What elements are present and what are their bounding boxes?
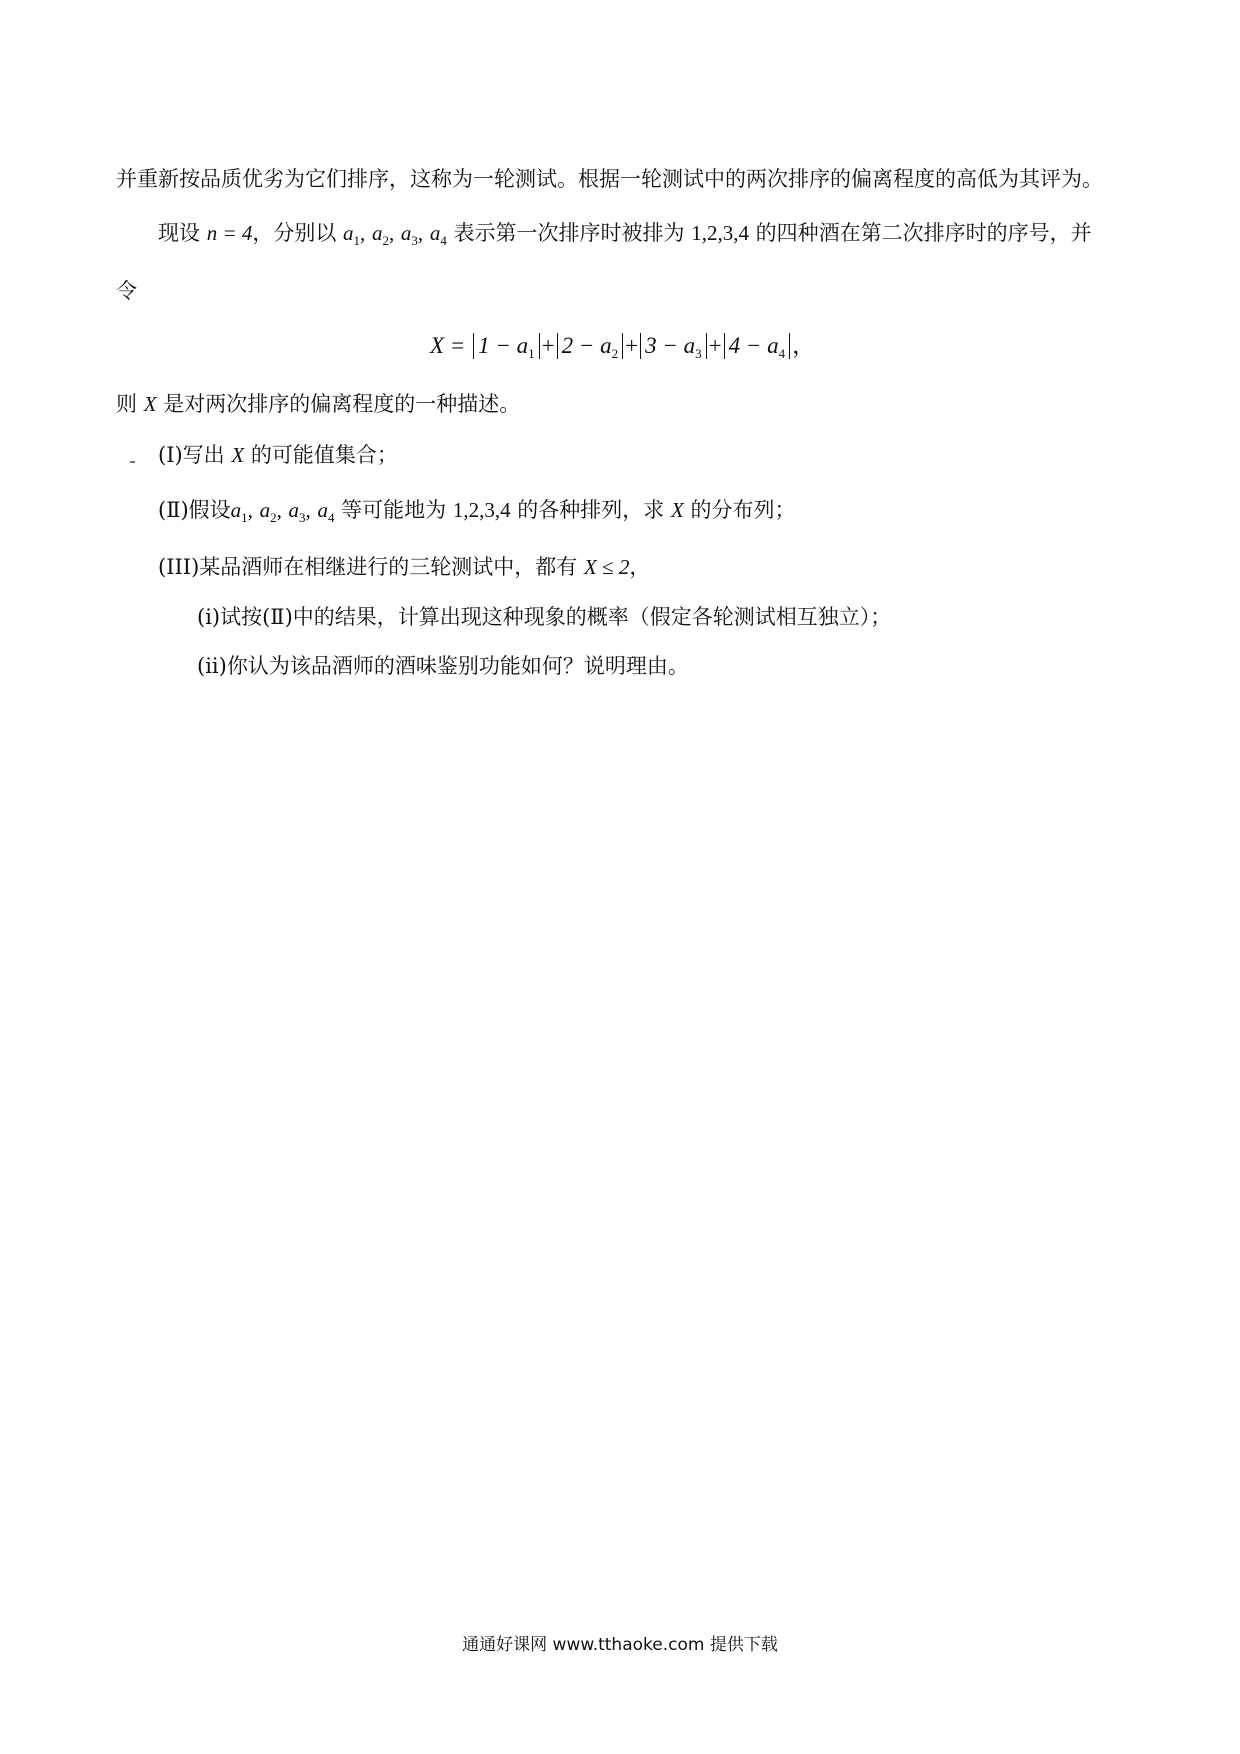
page-footer xyxy=(0,1633,1240,1657)
var-a3: $a_3$ xyxy=(288,498,306,525)
var-a4: $a_4$ xyxy=(429,221,447,248)
question-1: (Ⅰ)写出 X 的可能值集合； xyxy=(158,443,398,467)
n-equals: n = 4 xyxy=(206,221,253,245)
paragraph-intro xyxy=(116,165,1103,193)
question-3-part-i: (i)试按(Ⅱ)中的结果，计算出现这种现象的概率（假定各轮测试相互独立）； xyxy=(197,605,892,629)
paragraph-setup-continuation: 令 xyxy=(116,279,137,303)
abs-term-4: $4 - a_4$ xyxy=(724,333,791,359)
plus-sign: + xyxy=(541,333,555,358)
var-x: X xyxy=(231,443,245,467)
question-3-part-ii: (ii)你认为该品酒师的酒味鉴别功能如何？说明理由。 xyxy=(197,654,689,678)
footer-text: 通通好课网 www.tthaoke.com 提供下载 xyxy=(462,1635,778,1655)
stray-mark xyxy=(130,461,135,463)
var-a2: $a_2$ xyxy=(371,221,389,248)
var-a2: $a_2$ xyxy=(259,498,277,525)
var-a4: $a_4$ xyxy=(317,498,335,525)
formula-end: ， xyxy=(792,333,816,358)
var-a3: $a_3$ xyxy=(400,221,418,248)
abs-term-1: $1 - a_1$ xyxy=(473,333,540,359)
paragraph-setup: 现设 n = 4，分别以 $a_1$, $a_2$, $a_3$, $a_4$ 表示第一次排序时被排为 1,2,3,4 的四种酒在第二次排序时的序号，并 xyxy=(158,221,1092,248)
abs-term-3: $3 - a_3$ xyxy=(640,333,707,359)
paragraph-description: 则 X 是对两次排序的偏离程度的一种描述。 xyxy=(116,392,521,416)
plus-sign: + xyxy=(625,333,639,358)
setup-tail: 的四种酒在第二次排序时的序号，并 xyxy=(755,221,1092,245)
setup-seq: 1,2,3,4 xyxy=(691,221,749,245)
setup-after-vars: 表示第一次排序时被排为 xyxy=(453,221,685,245)
question-2: (Ⅱ)假设$a_1$, $a_2$, $a_3$, $a_4$ 等可能地为 1,2,3,4 的各种排列，求 X 的分布列； xyxy=(158,498,796,525)
plus-sign: + xyxy=(708,333,722,358)
var-x: X xyxy=(143,392,157,416)
setup-mid: ，分别以 xyxy=(252,221,337,245)
formula-lhs: X = xyxy=(430,333,466,358)
var-a1: $a_1$ xyxy=(230,498,248,525)
paragraph-intro-text: 并重新按品质优劣为它们排序，这称为一轮测试。根据一轮测试中的两次排序的偏离程度的高低为其评为。 xyxy=(116,167,1103,191)
setup-prefix: 现设 xyxy=(158,221,200,245)
question-3: (III)某品酒师在相继进行的三轮测试中，都有 X ≤ 2， xyxy=(158,555,651,579)
condition-x-le-2: X ≤ 2 xyxy=(583,555,630,579)
abs-term-2: $2 - a_2$ xyxy=(557,333,624,359)
var-x: X xyxy=(670,498,684,522)
var-a1: $a_1$ xyxy=(343,221,361,248)
deviation-formula xyxy=(430,332,815,360)
